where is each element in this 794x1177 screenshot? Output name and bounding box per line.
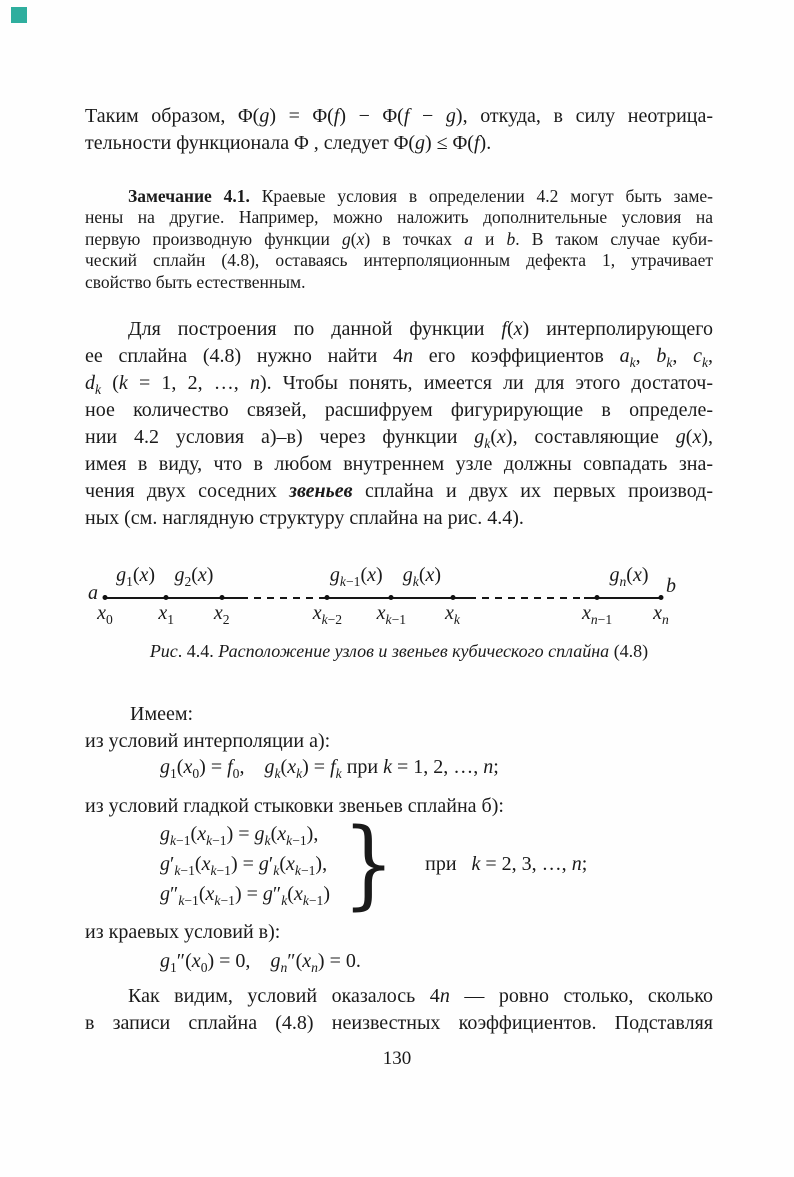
label-imeem: Имеем: xyxy=(130,703,194,725)
interpolation-equation: $g_1(x_0) = f_0$, $g_k(x_k) = f_k$ при k = 1, 2, …, n; xyxy=(160,756,499,781)
axis-segment-dash xyxy=(241,597,320,599)
node-label: $x_2$ xyxy=(213,602,230,627)
node-label: $x_{n-1}$ xyxy=(581,602,613,627)
node-label: $x_0$ xyxy=(97,602,113,627)
boundary-conditions-intro: из краевых условий в): xyxy=(85,921,281,943)
node-dot xyxy=(595,595,600,600)
text-line: ных (см. наглядную структуру сплайна на рис. 4.4). xyxy=(85,507,524,529)
segment-label: $g_k(x)$ xyxy=(402,564,442,589)
node-dot xyxy=(389,595,394,600)
text-line: ее сплайна (4.8) нужно найти 4n его коэффициентов $a_k$, $b_k$, $c_k$, xyxy=(85,345,713,370)
segment-label: $g_{k-1}(x)$ xyxy=(329,564,383,589)
segment-label: $g_1(x)$ xyxy=(116,564,156,589)
node-label: $x_n$ xyxy=(653,602,669,627)
boundary-equation: $g_1''(x_0) = 0$, $g_n''(x_n) = 0$. xyxy=(160,950,361,975)
paragraph-conclusion xyxy=(85,983,713,1037)
figure-caption: Рис. 4.4. Расположение узлов и звеньев кубического сплайна (4.8) xyxy=(149,641,649,661)
figure-4-4-diagram xyxy=(85,556,713,634)
text-line: в записи сплайна (4.8) неизвестных коэффициентов. Подставляя xyxy=(85,1012,713,1034)
segment-label: $g_2(x)$ xyxy=(174,564,214,589)
text-line: нии 4.2 условия а)–в) через функции $g_k(x)$, составляющие g(x), xyxy=(85,426,713,451)
segment-label: $g_n(x)$ xyxy=(609,564,649,589)
smoothness-conditions-intro: из условий гладкой стыковки звеньев сплайна б): xyxy=(85,795,504,817)
endpoint-label-b: b xyxy=(666,575,676,597)
node-label: $x_1$ xyxy=(158,602,174,627)
text-line: Для построения по данной функции f(x) интерполирующего xyxy=(128,318,713,340)
text-line: чения двух соседних звеньев сплайна и двух их первых производ- xyxy=(85,480,713,502)
node-dot xyxy=(219,595,224,600)
axis-segment-dash xyxy=(469,597,584,599)
node-dot xyxy=(659,595,664,600)
text-line: Таким образом, Φ(g) = Φ(f) − Φ(f − g), откуда, в силу неотрица- xyxy=(85,105,713,127)
node-dot xyxy=(450,595,455,600)
endpoint-label-a: a xyxy=(88,582,98,604)
interpolation-conditions-intro: из условий интерполяции а): xyxy=(85,730,331,752)
text-line: имея в виду, что в любом внутреннем узле должны совпадать зна- xyxy=(85,453,713,475)
text-line: свойство быть естественным. xyxy=(85,271,306,292)
system-equation-2: $g'_{k-1}(x_{k-1}) = g'_k(x_{k-1})$, xyxy=(160,853,328,878)
node-dot xyxy=(103,595,108,600)
smoothness-equation-system xyxy=(85,808,588,920)
text-line: первую производную функции g(x) в точках a и b. В таком случае куби- xyxy=(85,228,713,249)
node-dot xyxy=(164,595,169,600)
text-line: Замечание 4.1. Краевые условия в определении 4.2 могут быть заме- xyxy=(128,186,713,206)
node-label: $x_{k-2}$ xyxy=(312,602,343,627)
system-equations xyxy=(160,819,330,909)
right-brace: } xyxy=(342,808,395,920)
text-line: $d_k$ (k = 1, 2, …, n). Чтобы понять, имеется ли для этого достаточ- xyxy=(85,372,713,397)
system-equation-1: $g_{k-1}(x_{k-1}) = g_k(x_{k-1})$, xyxy=(160,823,319,848)
system-condition: при k = 2, 3, …, n; xyxy=(425,852,588,875)
remark-4-1 xyxy=(85,186,713,293)
page-number: 130 xyxy=(382,1048,412,1069)
axis-segment-solid xyxy=(320,597,469,599)
node-label: $x_{k-1}$ xyxy=(376,602,407,627)
text-line: Как видим, условий оказалось 4n — ровно столько, сколько xyxy=(128,985,713,1007)
node-dot xyxy=(325,595,330,600)
node-label: $x_k$ xyxy=(445,602,460,627)
text-line: ческий сплайн (4.8), оставаясь интерполяционным дефекта 1, утрачивает xyxy=(85,250,713,271)
system-equation-3: $g''_{k-1}(x_{k-1}) = g''_k(x_{k-1})$ xyxy=(160,883,331,908)
text-line: тельности функционала Φ , следует Φ(g) ≤ Φ(f). xyxy=(85,132,492,154)
text-line: нены на другие. Например, можно наложить дополнительные условия на xyxy=(85,207,713,228)
text-line: ное количество связей, расшифруем фигурирующие в определе- xyxy=(85,399,713,421)
paragraph-spline-construction xyxy=(85,316,713,532)
corner-marker xyxy=(11,7,27,23)
paragraph-phi xyxy=(85,103,713,157)
